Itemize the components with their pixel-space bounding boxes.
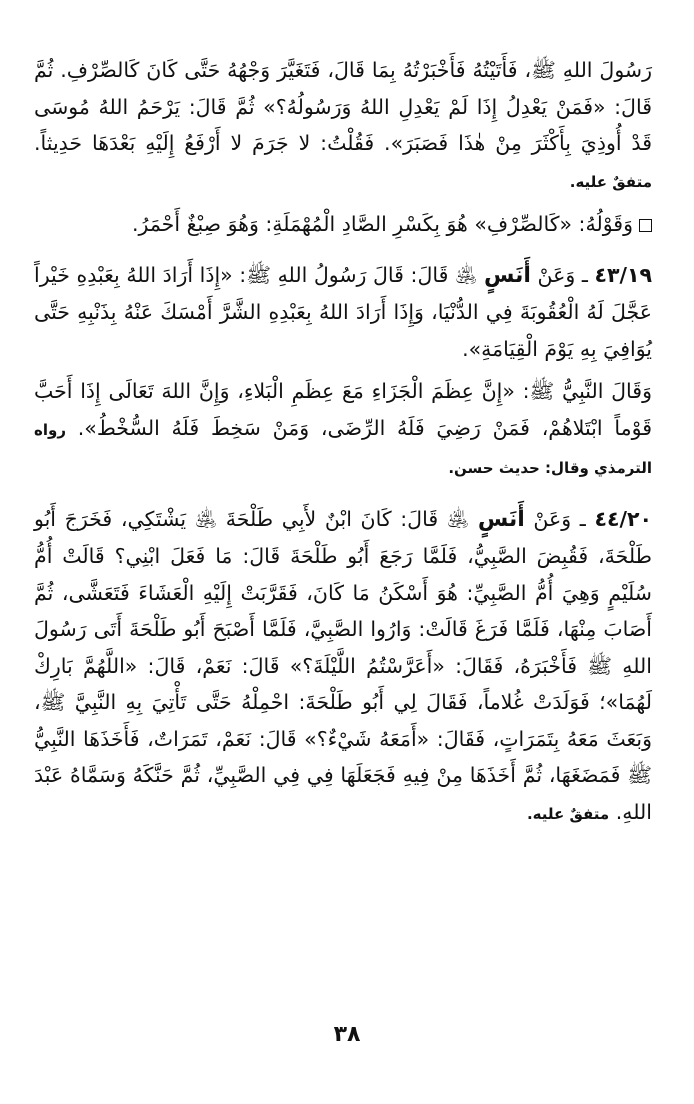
- hadith-intro: ـ وَعَنْ: [530, 262, 595, 287]
- page-number: ٣٨: [333, 1022, 361, 1047]
- hadith-source: متفقٌ عليه.: [526, 804, 610, 823]
- hadith-43-paragraph: [34, 257, 652, 368]
- paragraph-text: وَقَالَ النَّبِيُّ ﷺ: «إِنَّ عِظَمَ الْجَزَاءِ مَعَ عِظَمِ الْبَلاءِ، وَإِنَّ اللهَ تَعَالَى إِذَا أَحَبَّ قَوْماً ابْتَلاهُمْ، فَمَنْ رَضِيَ فَلَهُ الرِّضَى، وَمَنْ سَخِطَ فَلَهُ السُّخْطُ».: [34, 379, 652, 440]
- hadith-intro: ـ وَعَنْ: [524, 506, 595, 531]
- hadith-continuation-paragraph: [34, 52, 652, 200]
- narrator-name: أَنَسٍ: [477, 506, 525, 532]
- narrator-name: أَنَسٍ: [484, 262, 531, 288]
- paragraph-text: وَقَوْلُهُ: «كَالصِّرْفِ» هُوَ بِكَسْرِ الصَّادِ الْمُهْمَلَةِ: وَهُوَ صِبْغٌ أَحْمَرُ.: [132, 212, 633, 236]
- hadith-44-paragraph: [34, 501, 652, 833]
- paragraph-text: رَسُولَ اللهِ ﷺ، فَأَتَيْتُهُ فَأَخْبَرْتُهُ بِمَا قَالَ، فَتَغَيَّرَ وَجْهُهُ حَتَّى كَانَ كَالصِّرْفِ. ثُمَّ قَالَ: «فَمَنْ يَعْدِلُ إِذَا لَمْ يَعْدِلِ اللهُ وَرَسُولُهُ؟» ثُمَّ قَالَ: يَرْحَمُ اللهُ مُوسَى قَدْ أُوذِيَ بِأَكْثَرَ مِنْ هٰذَا فَصَبَرَ». فَقُلْتُ: لا جَرَمَ لا أَرْفَعُ إِلَيْهِ بَعْدَهَا حَدِيثاً.: [34, 58, 652, 155]
- hadith-source: متفقٌ عليه.: [569, 172, 652, 191]
- hadith-number: ٤٣/١٩: [594, 262, 652, 287]
- paragraph-text: ﵁ قَالَ: قَالَ رَسُولُ اللهِ ﷺ: «إِذَا أَرَادَ اللهُ بِعَبْدِهِ خَيْراً عَجَّلَ لَهُ الْعُقُوبَةَ فِي الدُّنْيَا، وَإِذَا أَرَادَ اللهُ بِعَبْدِهِ الشَّرَّ أَمْسَكَ عَنْهُ بِذَنْبِهِ حَتَّى يُوَافِيَ بِهِ يَوْمَ الْقِيَامَةِ».: [34, 262, 652, 361]
- square-bullet-icon: [639, 219, 652, 232]
- hadith-43-second-paragraph: [34, 373, 652, 487]
- hadith-number: ٤٤/٢٠: [594, 506, 652, 531]
- explanation-paragraph: [34, 206, 652, 243]
- paragraph-text: ﵁ قَالَ: كَانَ ابْنٌ لأَبِي طَلْحَةَ ﵁ يَشْتَكِي، فَخَرَجَ أَبُو طَلْحَةَ، فَقُبِضَ الصَّبِيُّ، فَلَمَّا رَجَعَ أَبُو طَلْحَةَ قَالَ: مَا فَعَلَ ابْنِي؟ قَالَتْ أُمُّ سُلَيْمٍ وَهِيَ أُمُّ الصَّبِيِّ: هُوَ أَسْكَنُ مَا كَانَ، فَقَرَّبَتْ إِلَيْهِ الْعَشَاءَ فَتَعَشَّى، ثُمَّ أَصَابَ مِنْهَا، فَلَمَّا فَرَغَ قَالَتْ: وَارُوا الصَّبِيَّ، فَلَمَّا أَصْبَحَ أَبُو طَلْحَةَ أَتَى رَسُولَ اللهِ ﷺ فَأَخْبَرَهُ، فَقَالَ: «أَعَرَّسْتُمُ اللَّيْلَةَ؟» قَالَ: نَعَمْ، قَالَ: «اللَّهُمَّ بَارِكْ لَهُمَا»؛ فَوَلَدَتْ غُلاماً، فَقَالَ لِي أَبُو طَلْحَةَ: احْمِلْهُ حَتَّى تَأْتِيَ بِهِ النَّبِيَّ ﷺ، وَبَعَثَ مَعَهُ بِتَمَرَاتٍ، فَقَالَ: «أَمَعَهُ شَيْءٌ؟» قَالَ: نَعَمْ، تَمَرَاتٌ، فَأَخَذَهَا النَّبِيُّ ﷺ فَمَضَغَهَا، ثُمَّ أَخَذَهَا مِنْ فِيهِ فَجَعَلَهَا فِي فِي الصَّبِيِّ، ثُمَّ حَنَّكَهُ وَسَمَّاهُ عَبْدَ اللهِ.: [34, 506, 652, 824]
- hadith-source: رواه الترمذي وقال: حديث حسن.: [34, 420, 652, 477]
